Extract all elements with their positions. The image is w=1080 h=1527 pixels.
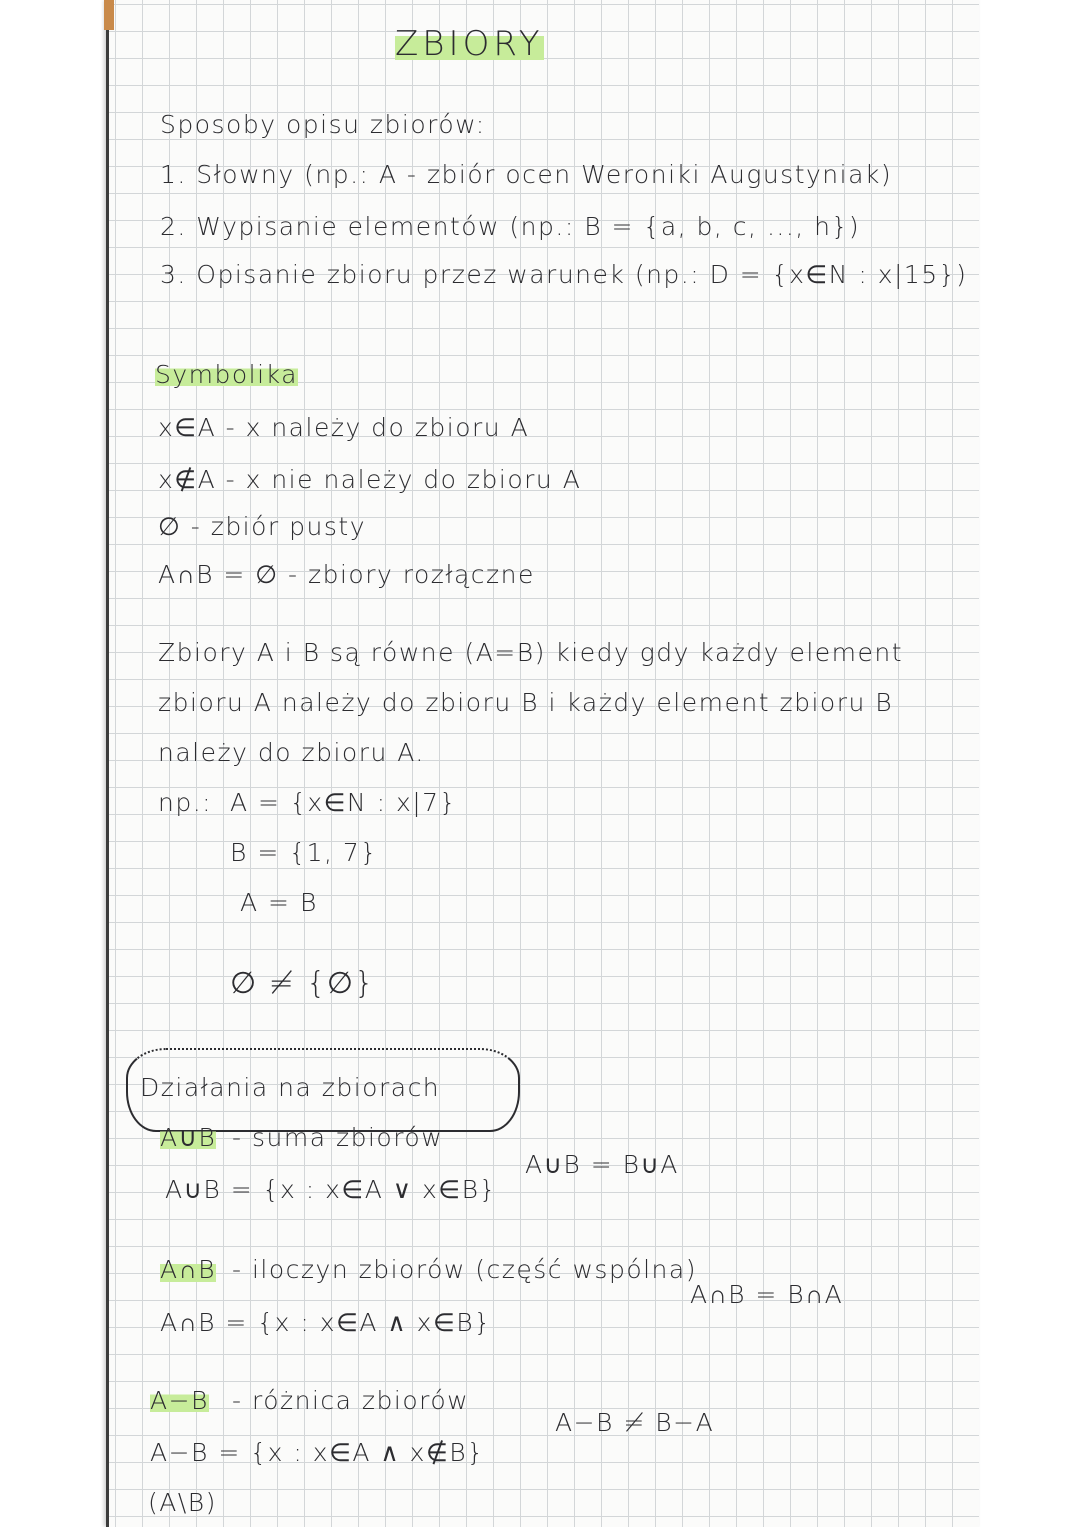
- intersection-property: A∩B = B∩A: [690, 1280, 844, 1309]
- intersection-definition: A∩B = {x : x∈A ∧ x∈B}: [160, 1308, 492, 1337]
- symbol-item: A∩B = ∅ - zbiory rozłączne: [158, 560, 535, 589]
- example-line: B = {1, 7}: [230, 838, 378, 867]
- example-line: A = B: [240, 888, 318, 917]
- difference-name: A−B: [150, 1386, 209, 1415]
- union-definition: A∪B = {x : x∈A ∨ x∈B}: [165, 1175, 497, 1204]
- methods-heading: Sposoby opisu zbiorów:: [160, 110, 486, 139]
- symbol-item: x∉A - x nie należy do zbioru A: [158, 465, 582, 494]
- method-item: 3. Opisanie zbioru przez warunek (np.: D = {x∈N : x|15}): [160, 260, 968, 289]
- equality-line: zbioru A należy do zbioru B i każdy element zbioru B: [158, 688, 894, 717]
- union-property: A∪B = B∪A: [525, 1150, 679, 1179]
- method-item: 1. Słowny (np.: A - zbiór ocen Weroniki Augustyniak): [160, 160, 893, 189]
- operations-heading: Działania na zbiorach: [140, 1073, 441, 1102]
- intersection-name: A∩B: [160, 1255, 216, 1284]
- symbol-item: x∈A - x należy do zbioru A: [158, 413, 530, 442]
- equality-line: Zbiory A i B są równe (A=B) kiedy gdy każdy element: [158, 638, 904, 667]
- method-item: 2. Wypisanie elementów (np.: B = {a, b, c, ..., h}): [160, 212, 861, 241]
- union-name: A∪B: [160, 1123, 217, 1152]
- intersection-desc: - iloczyn zbiorów (część wspólna): [232, 1255, 697, 1284]
- equality-line: należy do zbioru A.: [158, 738, 425, 767]
- difference-alt-notation: (A\B): [148, 1488, 217, 1517]
- symbol-item: ∅ - zbiór pusty: [158, 512, 366, 541]
- union-desc: - suma zbiorów: [232, 1123, 444, 1152]
- symbolika-heading: Symbolika: [155, 360, 298, 389]
- difference-desc: - różnica zbiorów: [232, 1386, 470, 1415]
- page-title: ZBIORY: [395, 24, 544, 64]
- example-line: A = {x∈N : x|7}: [230, 788, 457, 817]
- empty-set-note: ∅ ≠ {∅}: [230, 966, 376, 1001]
- difference-property: A−B ≠ B−A: [555, 1408, 715, 1437]
- page-corner: [104, 0, 114, 30]
- example-label: np.:: [158, 788, 213, 817]
- difference-definition: A−B = {x : x∈A ∧ x∉B}: [150, 1438, 485, 1467]
